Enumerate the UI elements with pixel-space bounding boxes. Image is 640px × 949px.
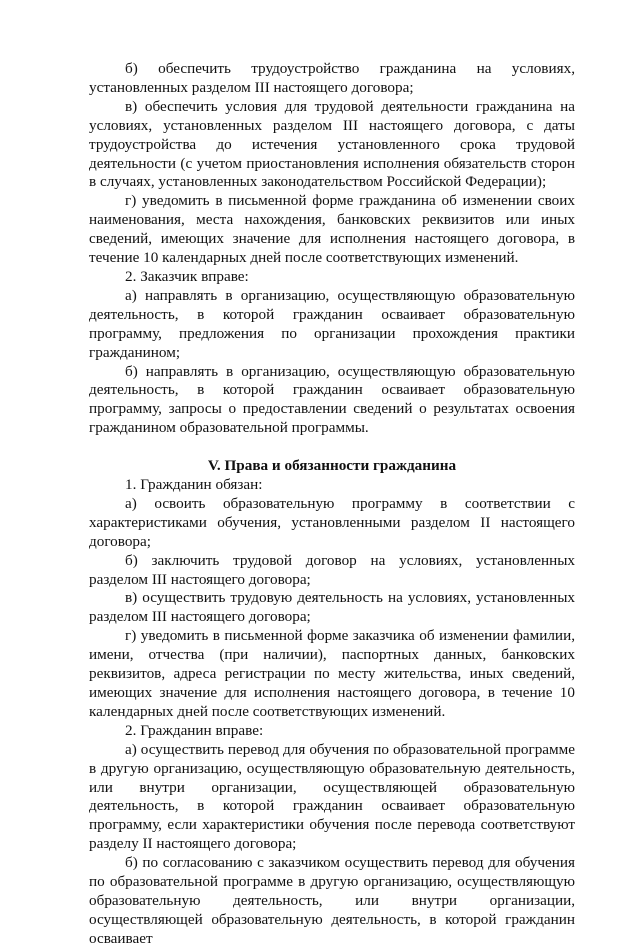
paragraph-employer-ensure-conditions: в) обеспечить условия для трудовой деятельности гражданина на условиях, установленных разделом III настоящего договора, с даты трудоустройства до истечения установленного срока трудовой деятельности (с учетом приостановления исполнения обязательств сторон в случаях, установленных законодательством Российской Федерации); [89,97,575,191]
paragraph-citizen-transfer: а) осуществить перевод для обучения по образовательной программе в другую организацию, осуществляющую образовательную деятельность, или внутри организации, осуществляющей образовательную деятельность, в которой гражданин осваивает образовательную программу, если характеристики обучения после перевода соответствуют разделу II настоящего договора; [89,740,575,853]
paragraph-citizen-rights-heading: 2. Гражданин вправе: [125,721,264,739]
paragraph-employer-ensure-employment: б) обеспечить трудоустройство гражданина на условиях, установленных разделом III настоящего договора; [89,60,575,96]
paragraph-citizen-master-program: а) освоить образовательную программу в соответствии с характеристиками обучения, установленными разделом II настоящего договора; [89,494,575,550]
paragraph-employer-rights-heading: 2. Заказчик вправе: [125,267,249,285]
paragraph-citizen-transfer-agreed: б) по согласованию с заказчиком осуществить перевод для обучения по образовательной программе в другую организацию, осуществляющую образовательную деятельность, или внутри организации, осуществляющей образовательную деятельность, в которой гражданин осваивает [89,854,575,947]
document-page [89,60,575,949]
paragraph-citizen-sign-contract: б) заключить трудовой договор на условиях, установленных разделом III настоящего договора; [89,551,575,588]
paragraph-citizen-notify-changes: г) уведомить в письменной форме заказчика об изменении фамилии, имени, отчества (при наличии), паспортных данных, банковских реквизитов, адреса регистрации по месту жительства, иных сведений, имеющих значение для исполнения настоящего договора, в течение 10 календарных дней после соответствующих изменений. [89,627,575,720]
paragraph-employer-send-progress-requests: б) направлять в организацию, осуществляющую образовательную деятельность, в которой гражданин осваивает образовательную программу, запросы о предоставлении сведений о результатах освоения гражданином образовательной программы. [89,362,575,437]
section-heading-citizen-rights: V. Права и обязанности гражданина [207,457,457,475]
paragraph-citizen-obligations-heading: 1. Гражданин обязан: [125,476,263,494]
paragraph-employer-notify-changes: г) уведомить в письменной форме гражданина об изменении своих наименования, места нахождения, банковских реквизитов или иных сведений, имеющих значение для исполнения настоящего договора, в течение 10 календарных дней после соответствующих изменений. [89,192,575,267]
paragraph-citizen-work: в) осуществить трудовую деятельность на условиях, установленных разделом III настоящего договора; [89,589,575,626]
paragraph-employer-send-practice-proposals: а) направлять в организацию, осуществляющую образовательную деятельность, в которой гражданин осваивает образовательную программу, предложения по организации прохождения практики гражданином; [89,286,575,361]
